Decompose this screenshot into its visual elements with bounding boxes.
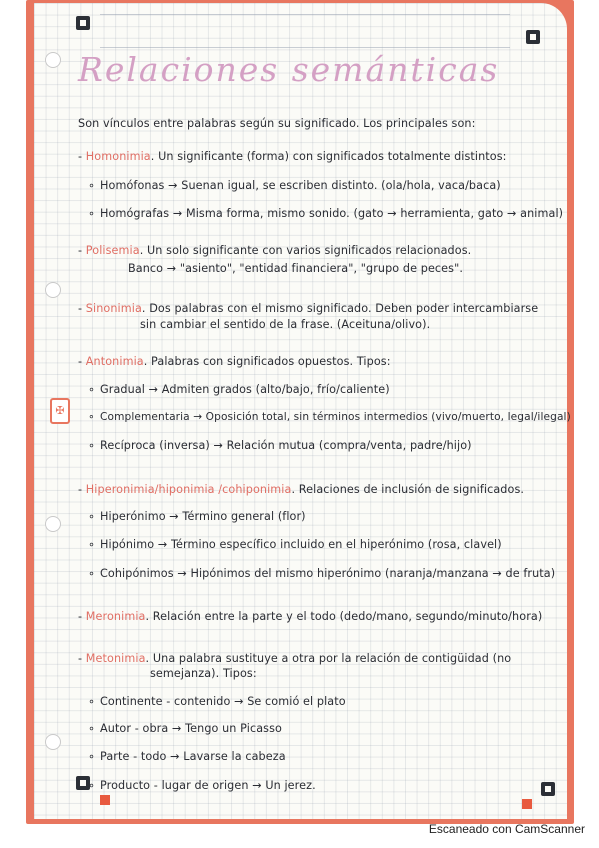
hiperonimia-text: . Relaciones de inclusión de significados. — [291, 483, 525, 496]
list-item: ∘ Complementaria → Oposición total, sin términos intermedios (vivo/muerto, legal/ilegal) — [88, 411, 571, 423]
list-item: ∘ Homófonas → Suenan igual, se escriben distinto. (ola/hola, vaca/baca) — [88, 179, 501, 192]
bullet-icon: ∘ — [88, 567, 96, 580]
list-item: ∘ Homógrafas → Misma forma, mismo sonido. (gato → herramienta, gato → animal) — [88, 207, 564, 220]
scanner-watermark: Escaneado con CamScanner — [428, 822, 585, 836]
red-square-mark-icon — [100, 795, 110, 805]
intro-text: Son vínculos entre palabras según su significado. Los principales son: — [78, 117, 476, 130]
bullet-icon: ∘ — [88, 207, 96, 220]
polisemia-heading — [78, 244, 471, 257]
antonimia-term: Antonimia — [85, 355, 144, 368]
hiperonimia-heading — [78, 483, 524, 496]
polisemia-example: Banco → "asiento", "entidad financiera", "grupo de peces". — [128, 262, 464, 275]
metonimia-term: Metonimia — [85, 652, 146, 665]
homonimia-text: . Un significante (forma) con significados totalmente distintos: — [150, 150, 507, 163]
meronimia-text: . Relación entre la parte y el todo (dedo/mano, segundo/minuto/hora) — [145, 610, 543, 623]
list-item: ∘ Producto - lugar de origen → Un jerez. — [88, 779, 316, 792]
corner-marker-top-left-icon — [76, 16, 90, 30]
sinonimia-text: . Dos palabras con el mismo significado. Deben poder intercambiarse — [141, 302, 539, 315]
dash-icon: - — [78, 302, 83, 315]
brand-logo-icon: ✠ — [50, 398, 70, 424]
red-square-mark-icon — [522, 799, 532, 809]
page-title: Relaciones semánticas — [78, 50, 500, 89]
hiperonimia-term: Hiperonimia/hiponimia /cohiponimia — [85, 483, 292, 496]
metonimia-text: . Una palabra sustituye a otra por la relación de contigüidad (no — [145, 652, 512, 665]
polisemia-term: Polisemia — [85, 244, 140, 257]
binder-hole — [45, 52, 61, 68]
header-band — [100, 14, 510, 48]
dash-icon: - — [78, 652, 83, 665]
meronimia-term: Meronimia — [85, 610, 146, 623]
bullet-icon: ∘ — [88, 411, 95, 423]
corner-marker-bottom-right-icon — [541, 782, 555, 796]
meronimia-heading — [78, 610, 542, 623]
binder-hole — [45, 734, 61, 750]
dash-icon: - — [78, 150, 83, 163]
binder-hole — [45, 516, 61, 532]
antonimia-heading — [78, 355, 391, 368]
dash-icon: - — [78, 610, 83, 623]
bullet-icon: ∘ — [88, 383, 96, 396]
list-item: ∘ Gradual → Admiten grados (alto/bajo, frío/caliente) — [88, 383, 390, 396]
homonimia-heading — [78, 150, 507, 163]
sinonimia-heading — [78, 302, 538, 315]
bullet-icon: ∘ — [88, 510, 96, 523]
dash-icon: - — [78, 244, 83, 257]
metonimia-heading — [78, 652, 511, 665]
bullet-icon: ∘ — [88, 179, 96, 192]
list-item: ∘ Cohipónimos → Hipónimos del mismo hiperónimo (naranja/manzana → de fruta) — [88, 567, 556, 580]
list-item: ∘ Autor - obra → Tengo un Picasso — [88, 722, 282, 735]
homonimia-term: Homonimia — [85, 150, 151, 163]
bullet-icon: ∘ — [88, 722, 96, 735]
sinonimia-text-continued: sin cambiar el sentido de la frase. (Aceituna/olivo). — [140, 318, 431, 331]
bullet-icon: ∘ — [88, 695, 96, 708]
list-item: ∘ Hipónimo → Término específico incluido en el hiperónimo (rosa, clavel) — [88, 538, 502, 551]
polisemia-text: . Un solo significante con varios significados relacionados. — [139, 244, 472, 257]
bullet-icon: ∘ — [88, 538, 96, 551]
antonimia-text: . Palabras con significados opuestos. Tipos: — [143, 355, 391, 368]
bullet-icon: ∘ — [88, 779, 96, 792]
dash-icon: - — [78, 483, 83, 496]
bullet-icon: ∘ — [88, 439, 96, 452]
list-item: ∘ Hiperónimo → Término general (flor) — [88, 510, 306, 523]
binder-hole — [45, 282, 61, 298]
corner-marker-top-right-icon — [526, 30, 540, 44]
metonimia-text-continued: semejanza). Tipos: — [150, 667, 257, 680]
list-item: ∘ Parte - todo → Lavarse la cabeza — [88, 750, 286, 763]
bullet-icon: ∘ — [88, 750, 96, 763]
sinonimia-term: Sinonimia — [85, 302, 142, 315]
dash-icon: - — [78, 355, 83, 368]
list-item: ∘ Continente - contenido → Se comió el plato — [88, 695, 346, 708]
list-item: ∘ Recíproca (inversa) → Relación mutua (compra/venta, padre/hijo) — [88, 439, 472, 452]
